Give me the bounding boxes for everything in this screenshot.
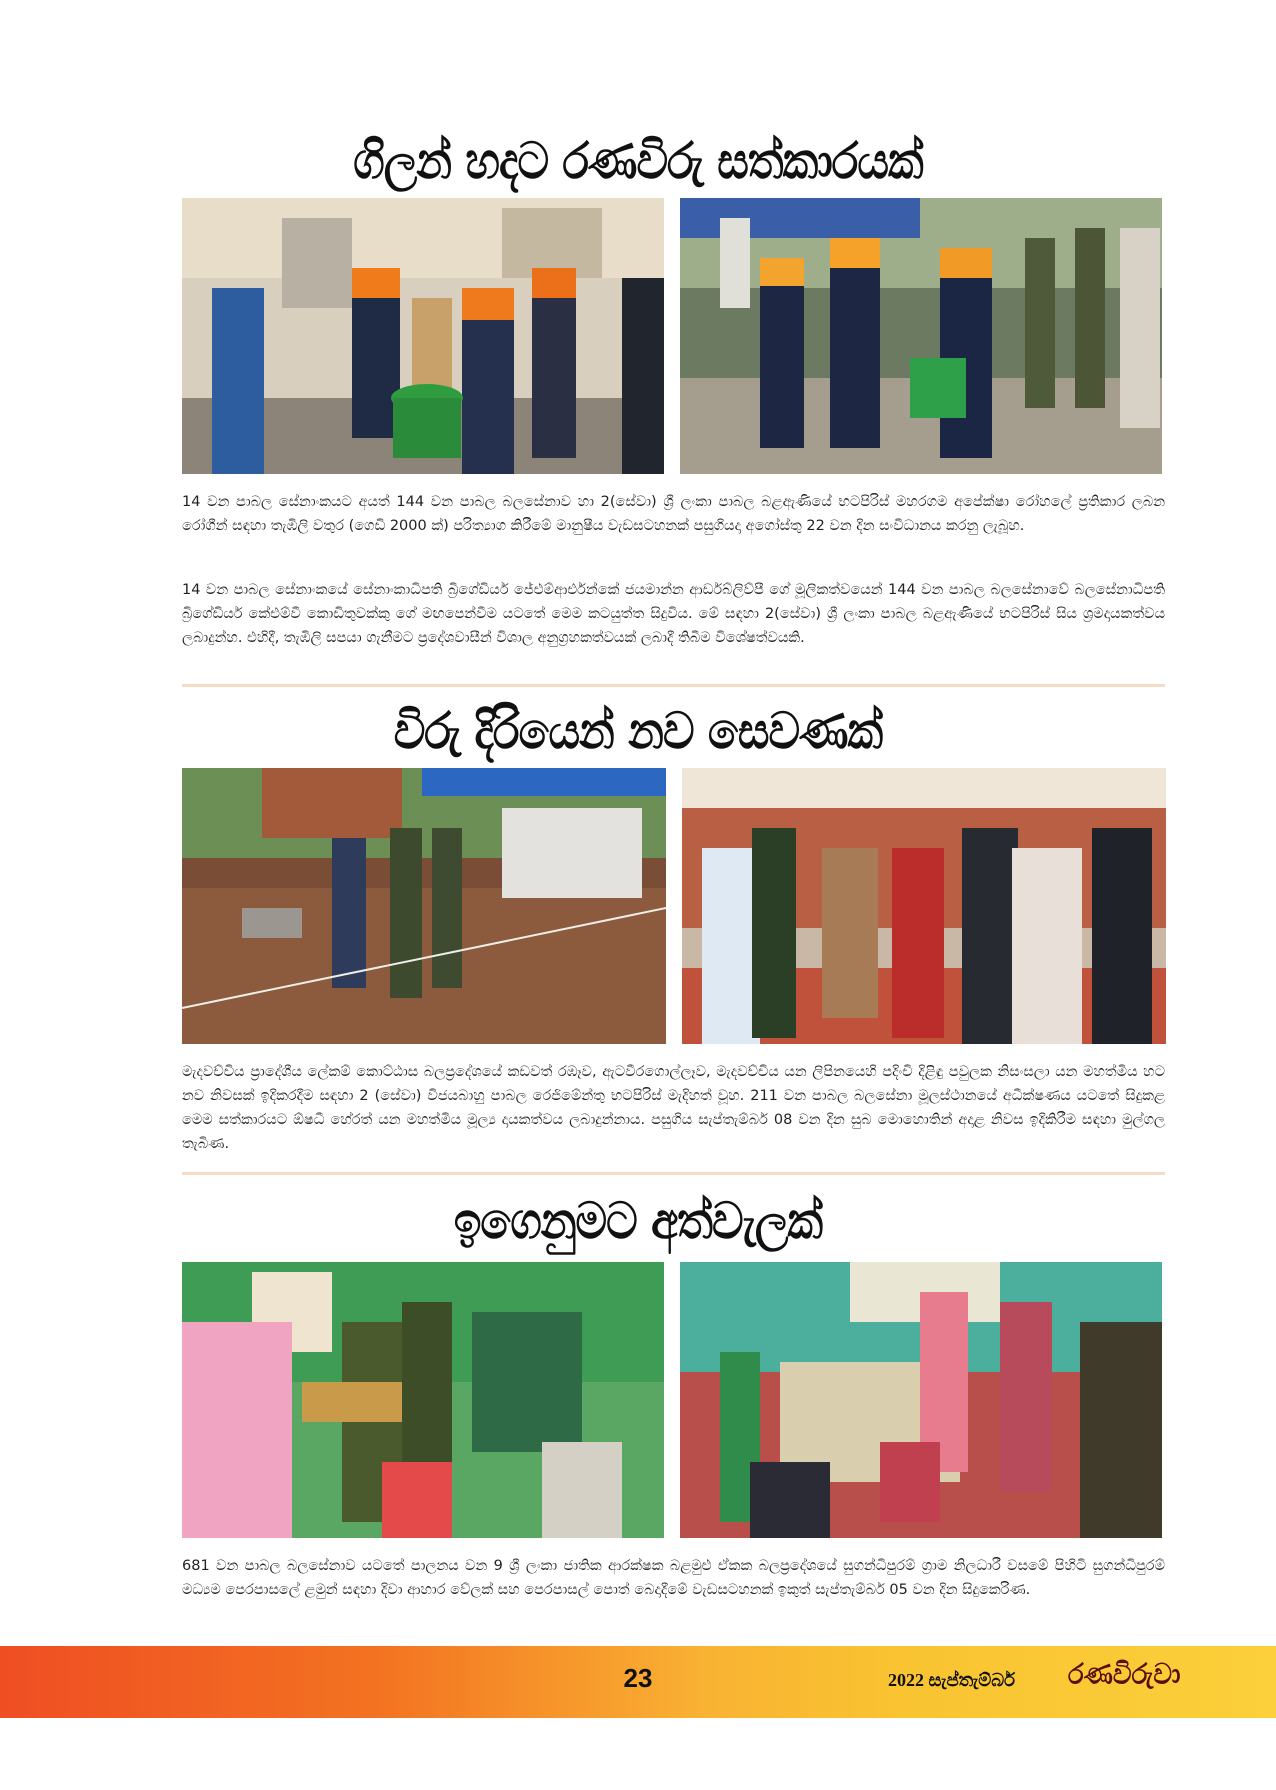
photo-soldiers-preschool-books [182,1262,664,1538]
article-paragraph: 14 වන පාබල සේනාංකයට අයත් 144 වන පාබල බලසේනාව හා 2(සේවා) ශ්‍රී ලංකා පාබල බළඇණියේ භටපිරිස් මහරගම අපේක්ෂා රෝහලේ ප්‍රතිකාර ලබන රෝගීන් සඳහා තැඹිලි වතුර (ගෙඩි 2000 ක්) පරිත්‍යාග කිරීමේ මානුෂීය වැඩසටහනක් පසුගියදා අගෝස්තු 22 වන දින සංවිධානය කරනු ලැබූහ. [182,494,1165,534]
article-paragraph: 14 වන පාබල සේනාංකයේ සේනාංකාධිපති බ්‍රිගේඩියර් ජේඑම්ආර්එන්කේ ජයමාන්න ආර්ඩබ්ලිව්පී ගේ මූලිකත්වයෙන් 144 වන පාබල බලසේනාවේ බලසේනාධිපති බ්‍රිගේඩියර් කේඑම්වී කොඩිතුවක්කු ගේ මඟපෙන්වීම යටතේ මෙම කටයුත්ත සිදුවිය. මේ සඳහා 2(සේවා) ශ්‍රී ලංකා පාබල බළඇණියේ භටපිරිස් සිය ශ්‍රමදායකත්වය ලබාදුන්හ. එහිදී, තැඹිලි සපයා ගැනීමට ප්‍රදේශවාසීන් විශාල අනුග්‍රහකත්වයක් ලබාදී තිබීම විශේෂත්වයකි. [182,582,1165,646]
article-paragraph: 681 වන පාබල බලසේනාව යටතේ පාලනය වන 9 ශ්‍රී ලංකා ජාතික ආරක්ෂක බළමුළු ඒකක බලප්‍රදේශයේ සුගන්ධිපුරම් ග්‍රාම නිලධාරී වසමේ පිහිටි සුගන්ධිපුරම් මධ්‍යම පෙරපාසලේ ළමුන් සඳහා දිවා ආහාර වේලක් සහ පෙරපාසල් පොත් බෙදාදීමේ වැඩසටහනක් ඉකුත් සැප්තැම්බර් 05 වන දින සිදුකෙරිණ. [182,1558,1165,1598]
photo-children-meal [680,1262,1162,1538]
article-title: විරු දිරියෙන් නව සෙවණක් [393,702,883,761]
section-divider [182,684,1165,687]
section-divider [182,1172,1165,1175]
article-paragraph: මැදවච්චිය ප්‍රාදේශීය ලේකම් කොට්ඨාස බලප්‍රදේශයේ කඩවත් රඹෑව, ඇටවීරගොල්ලෑව, මැදවච්චිය යන ලිපිනයෙහි පදිංචි දිළිඳු පවුලක නිසංසලා යන මහත්මිය හට නව නිවසක් ඉදිකරදීම සඳහා 2 (සේවා) විජයබාහු පාබල රෙජිමේන්තු භටපිරිස් මැදිහත් වූහ. 211 වන පාබල බලසේනා මූලස්ථානයේ අධීක්ෂණය යටතේ සිදුකළ මෙම සත්කාරයට ඕෂධී හේරත් යන මහත්මිය මූල්‍ය දායකත්වය ලබාදුන්නාය. පසුගිය සැප්තැම්බර් 08 වන දින සුබ මොහොතින් අදාළ නිවස ඉදිකිරීම සඳහා මුල්ගල තැබිණ. [182,1064,1165,1152]
photo-soldiers-hospital-donation [182,198,664,474]
magazine-logo: රණවිරුවා [1068,1658,1181,1692]
article-title: ඉගෙනුමට අත්වැලක් [453,1192,823,1251]
issue-date: 2022 සැප්තැම්බර් [888,1670,1015,1690]
photo-family-with-officers [682,768,1166,1044]
photo-foundation-stone-ceremony [182,768,666,1044]
article-title: ගිලන් හදට රණවිරු සත්කාරයක් [353,132,923,191]
page-number: 23 [623,1663,653,1693]
photo-soldiers-carrying-buckets [680,198,1162,474]
